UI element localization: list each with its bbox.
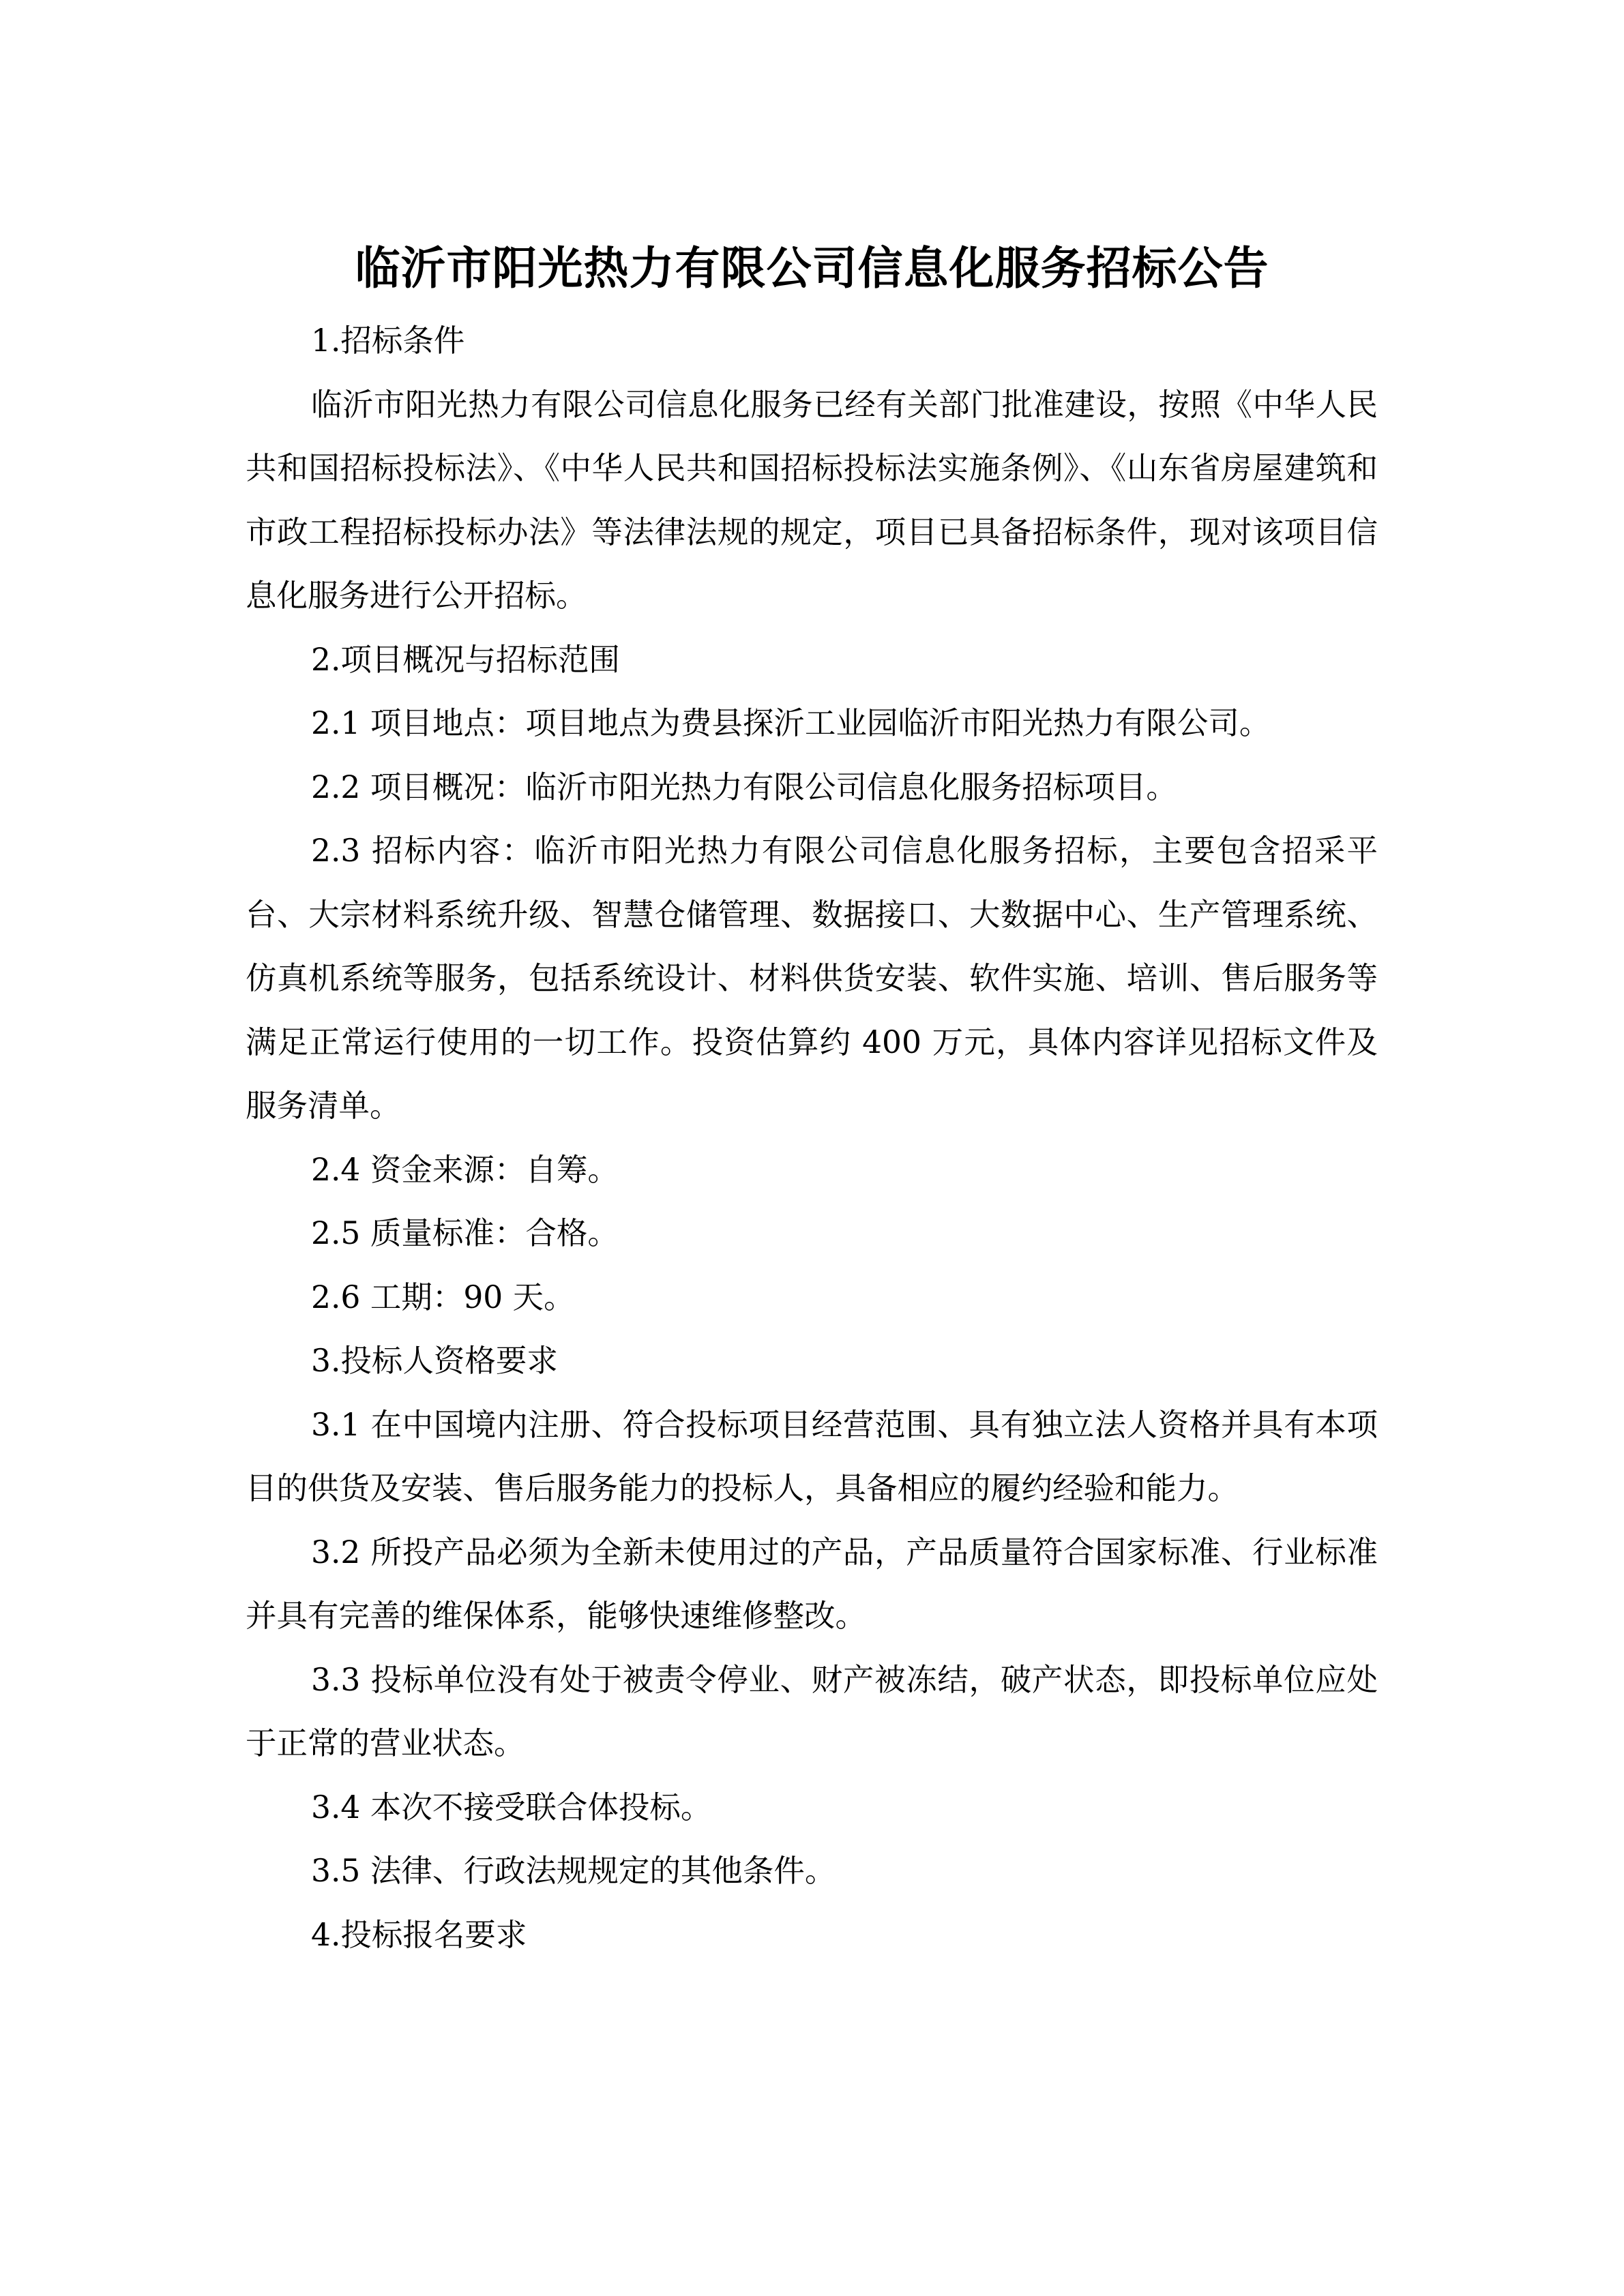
section-heading-bidder-qualifications: 3.投标人资格要求 bbox=[311, 1343, 558, 1379]
paragraph-qualification-registration: 3.1 在中国境内注册、符合投标项目经营范围、具有独立法人资格并具有本项目的供货及安装、售后服务能力的投标人，具备相应的履约经验和能力。 bbox=[246, 1406, 1378, 1506]
paragraph-project-location: 2.1 项目地点：项目地点为费县探沂工业园临沂市阳光热力有限公司。 bbox=[311, 705, 1271, 741]
paragraph-qualification-consortium: 3.4 本次不接受联合体投标。 bbox=[311, 1789, 712, 1825]
section-heading-project-overview: 2.项目概况与招标范围 bbox=[311, 641, 620, 678]
paragraph-bidding-content: 2.3 招标内容：临沂市阳光热力有限公司信息化服务招标，主要包含招采平台、大宗材料系统升级、智慧仓储管理、数据接口、大数据中心、生产管理系统、仿真机系统等服务，包括系统设计、材料供货安装、软件实施、培训、售后服务等满足正常运行使用的一切工作。投资估算约 400 万元，具体内容详见招标文件及服务清单。 bbox=[246, 833, 1378, 1124]
document-title: 临沂市阳光热力有限公司信息化服务招标公告 bbox=[355, 242, 1269, 295]
paragraph-bidding-conditions: 临沂市阳光热力有限公司信息化服务已经有关部门批准建设，按照《中华人民共和国招标投标法》、《中华人民共和国招标投标法实施条例》、《山东省房屋建筑和市政工程招标投标办法》等法律法规的规定，项目已具备招标条件，现对该项目信息化服务进行公开招标。 bbox=[246, 386, 1378, 614]
paragraph-quality-standard: 2.5 质量标准：合格。 bbox=[311, 1215, 619, 1251]
paragraph-project-summary: 2.2 项目概况：临沂市阳光热力有限公司信息化服务招标项目。 bbox=[311, 769, 1177, 805]
section-heading-bidding-conditions: 1.招标条件 bbox=[311, 323, 465, 359]
paragraph-qualification-status: 3.3 投标单位没有处于被责令停业、财产被冻结，破产状态，即投标单位应处于正常的营业状态。 bbox=[246, 1661, 1378, 1761]
section-heading-registration-requirements: 4.投标报名要求 bbox=[311, 1916, 527, 1953]
paragraph-qualification-other: 3.5 法律、行政法规规定的其他条件。 bbox=[311, 1853, 836, 1889]
paragraph-construction-period: 2.6 工期：90 天。 bbox=[311, 1279, 575, 1315]
paragraph-fund-source: 2.4 资金来源：自筹。 bbox=[311, 1151, 619, 1188]
document-body bbox=[246, 309, 1378, 1967]
paragraph-qualification-products: 3.2 所投产品必须为全新未使用过的产品，产品质量符合国家标准、行业标准并具有完善的维保体系，能够快速维修整改。 bbox=[246, 1534, 1378, 1634]
